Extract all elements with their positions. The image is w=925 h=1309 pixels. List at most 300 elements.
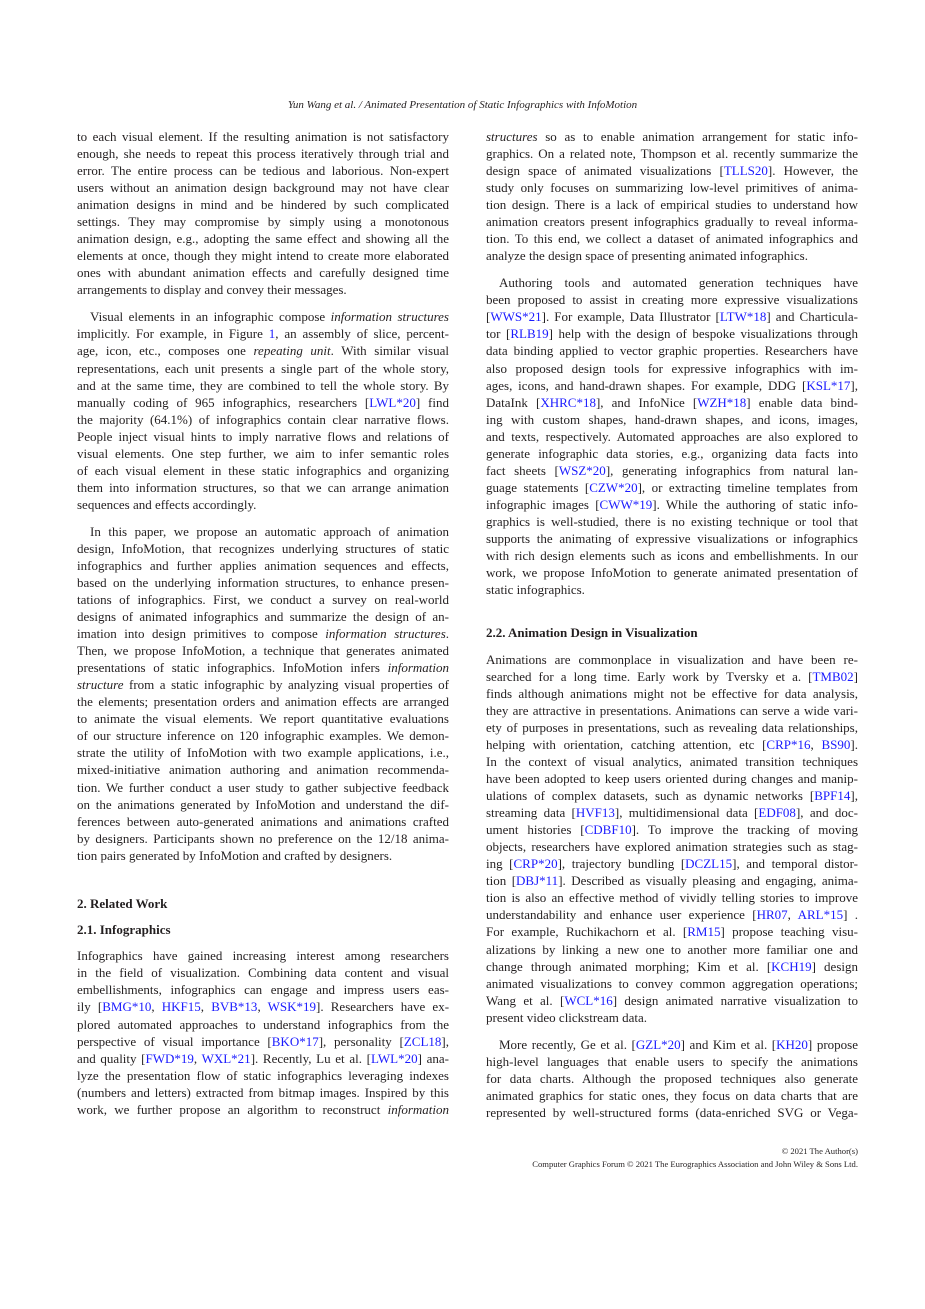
text-line bbox=[486, 1087, 858, 1104]
text-line bbox=[77, 496, 449, 513]
text-run: in the field of visualization. Combining data content and visual bbox=[77, 965, 449, 981]
text-line bbox=[77, 1067, 449, 1084]
italic-text: information bbox=[387, 1101, 449, 1117]
text-line bbox=[77, 523, 449, 540]
text-run: sequences and effects accordingly. bbox=[77, 496, 257, 512]
text-run: with rich design elements such as icons and embellishments. In our bbox=[486, 548, 858, 564]
citation-link[interactable]: KH20 bbox=[776, 1036, 808, 1052]
text-line bbox=[486, 128, 858, 145]
text-run: ]. Described as visually pleasing and engaging, anima- bbox=[558, 873, 858, 889]
text-line bbox=[486, 394, 858, 411]
text-run: Wang et al. [ bbox=[486, 992, 565, 1008]
text-run: they are attractive in presentations. Animations can serve a wide vari- bbox=[486, 702, 858, 718]
text-run: ily [ bbox=[77, 999, 103, 1015]
text-line bbox=[486, 547, 858, 564]
text-line bbox=[486, 377, 858, 394]
text-run: work, we propose InfoMotion to generate animated presentation of bbox=[486, 565, 858, 581]
citation-link[interactable]: WWS*21 bbox=[490, 309, 542, 325]
text-line bbox=[486, 530, 858, 547]
text-run: ] find bbox=[415, 394, 449, 410]
text-line bbox=[486, 196, 858, 213]
text-run: ] design animated narrative visualization to bbox=[612, 992, 858, 1008]
text-line bbox=[77, 591, 449, 608]
text-run: and at the same time, they are combined to tell the whole story. By bbox=[77, 377, 449, 393]
text-run: , bbox=[787, 907, 798, 923]
text-run: streaming data [ bbox=[486, 805, 576, 821]
text-run: ], personality [ bbox=[318, 1033, 404, 1049]
text-run: from a static infographic by analyzing visual properties of bbox=[123, 677, 449, 693]
text-run: , bbox=[810, 736, 822, 752]
text-line bbox=[77, 744, 449, 761]
text-run: animation creators present infographics gradually to reveal informa- bbox=[486, 214, 858, 230]
text-run: tations of infographics. First, we conduct a survey on real-world bbox=[77, 592, 449, 607]
text-run: strate the utility of InfoMotion with two example applications, i.e., bbox=[77, 745, 449, 761]
text-run: ], and doc- bbox=[795, 805, 859, 821]
text-line bbox=[486, 513, 858, 530]
text-run: ing [ bbox=[486, 856, 514, 872]
text-line bbox=[77, 830, 449, 847]
text-run: tor [ bbox=[486, 326, 511, 342]
text-line bbox=[77, 377, 449, 394]
text-run: ], or extracting timeline templates from bbox=[637, 479, 858, 495]
text-run: DataInk [ bbox=[486, 394, 541, 410]
text-run: representations, each unit presents a single part of the whole story, bbox=[77, 360, 449, 376]
text-run: for data charts. Although the proposed techniques also generate bbox=[486, 1070, 858, 1086]
text-run: age, icon, etc., composes one bbox=[77, 343, 254, 359]
text-run: ]. To improve the tracking of moving bbox=[631, 822, 858, 838]
journal-notice: Computer Graphics Forum © 2021 The Eurographics Association and John Wiley & Sons Ltd. bbox=[532, 1159, 858, 1169]
text-run: objects, researchers have explored animation strategies such as stag- bbox=[486, 839, 858, 855]
text-run: generate infographic data stories, e.g., organizing data facts into bbox=[486, 445, 858, 461]
text-line bbox=[77, 128, 449, 145]
citation-link[interactable]: WSZ*20 bbox=[558, 462, 606, 478]
text-line bbox=[486, 958, 858, 975]
citation-link[interactable]: LWL*20 bbox=[370, 1050, 418, 1066]
text-line bbox=[486, 179, 858, 196]
text-line bbox=[77, 847, 449, 864]
text-run: the elements; presentation orders and animation effects are arranged bbox=[77, 694, 449, 710]
text-run: change through animated morphing; Kim et al. [ bbox=[486, 958, 772, 974]
text-run: plored automated approaches to understand infographics from the bbox=[77, 1016, 449, 1032]
text-run: [ bbox=[486, 309, 491, 325]
text-run: ] help with the design of bespoke visualizations through bbox=[548, 326, 858, 342]
text-line bbox=[77, 947, 449, 964]
left-column bbox=[77, 128, 449, 1118]
text-run: ] ana- bbox=[417, 1050, 449, 1066]
text-run: . With similar visual bbox=[330, 343, 449, 359]
text-run: , bbox=[200, 999, 212, 1015]
citation-link[interactable]: BS90 bbox=[821, 736, 851, 752]
text-run: so as to enable animation arrangement for static info- bbox=[537, 129, 858, 144]
text-run: study only focuses on summarizing low-level primitives of anima- bbox=[486, 180, 858, 196]
text-run: on the animations generated by InfoMotion and understand the dif- bbox=[77, 796, 449, 812]
text-run: ument histories [ bbox=[486, 822, 585, 838]
text-line bbox=[486, 838, 858, 855]
text-line bbox=[77, 676, 449, 693]
text-line bbox=[77, 608, 449, 625]
paragraph bbox=[486, 128, 858, 264]
text-line bbox=[486, 581, 858, 598]
text-line bbox=[486, 1104, 858, 1121]
text-run: ]. Researchers have ex- bbox=[316, 999, 450, 1015]
text-line bbox=[77, 779, 449, 796]
citation-link[interactable]: CDBF10 bbox=[584, 822, 632, 838]
text-line bbox=[77, 479, 449, 496]
text-run: imation into design primitives to compose bbox=[77, 626, 326, 642]
text-run: ] and Kim et al. [ bbox=[680, 1036, 777, 1052]
text-line bbox=[486, 872, 858, 889]
text-run: data binding applied to vector graphic properties. Researchers have bbox=[486, 343, 858, 359]
text-run: work, we further propose an algorithm to reconstruct bbox=[77, 1101, 388, 1117]
text-line bbox=[77, 1033, 449, 1050]
text-line bbox=[486, 770, 858, 787]
text-run: ones with abundant animation effects and carefully designed time bbox=[77, 265, 449, 281]
text-run: . bbox=[445, 626, 450, 642]
text-line bbox=[486, 753, 858, 770]
citation-link[interactable]: BMG*10 bbox=[102, 999, 152, 1015]
text-line bbox=[486, 992, 858, 1009]
text-run: error. The entire process can be tedious and laborious. Non-expert bbox=[77, 163, 449, 179]
text-line bbox=[486, 411, 858, 428]
text-line bbox=[77, 247, 449, 264]
text-line bbox=[486, 889, 858, 906]
text-run: designs of animated infographics and summarize the design of an- bbox=[77, 609, 449, 625]
text-run: been proposed to assist in creating more expressive visualizations bbox=[486, 292, 858, 308]
text-run: Then, we propose InfoMotion, a technique that generates animated bbox=[77, 643, 449, 659]
text-run: static infographics. bbox=[486, 582, 585, 598]
text-line bbox=[486, 479, 858, 496]
citation-link[interactable]: BVB*13 bbox=[211, 999, 258, 1015]
text-run: arrangements to display and convey their messages. bbox=[77, 282, 347, 298]
text-line bbox=[486, 162, 858, 179]
text-run: ] propose bbox=[807, 1036, 858, 1052]
text-run: and texts, respectively. Automated approaches are also explored to bbox=[486, 428, 858, 444]
paragraph bbox=[486, 1036, 858, 1121]
text-run: of each visual element in these static infographics and organizing bbox=[77, 462, 449, 478]
italic-text: structures bbox=[486, 129, 538, 144]
text-run: , bbox=[257, 999, 268, 1015]
text-line bbox=[486, 855, 858, 872]
citation-link[interactable]: HVF13 bbox=[575, 805, 615, 821]
copyright-notice: © 2021 The Author(s) bbox=[781, 1146, 858, 1156]
text-run: enough, she needs to repeat this process iteratively through trial and bbox=[77, 146, 449, 162]
citation-link[interactable]: TLLS20 bbox=[723, 163, 768, 179]
citation-link[interactable]: CWW*19 bbox=[599, 496, 653, 512]
text-run: present video clickstream data. bbox=[486, 1009, 647, 1025]
text-run: ], bbox=[441, 1033, 449, 1049]
text-run: presentations of static infographics. InfoMotion infers bbox=[77, 660, 388, 676]
text-run: , bbox=[193, 1050, 202, 1066]
paragraph bbox=[77, 523, 449, 864]
citation-link[interactable]: ARL*15 bbox=[797, 907, 844, 923]
text-line bbox=[77, 796, 449, 813]
text-line bbox=[486, 787, 858, 804]
citation-link[interactable]: XHRC*18 bbox=[540, 394, 596, 410]
text-run: guage statements [ bbox=[486, 479, 590, 495]
text-run: represented by well-structured forms (data-enriched SVG or Vega- bbox=[486, 1104, 858, 1120]
text-run: ]. However, the bbox=[767, 163, 858, 179]
text-line bbox=[77, 428, 449, 445]
text-run: design space of animated visualizations [ bbox=[486, 163, 724, 179]
italic-text: information bbox=[387, 660, 449, 676]
text-run: ]. Recently, Lu et al. [ bbox=[250, 1050, 371, 1066]
text-line bbox=[77, 659, 449, 676]
text-run: graphics is well-studied, there is no existing technique or tool that bbox=[486, 513, 858, 529]
text-line bbox=[486, 325, 858, 342]
text-line bbox=[486, 1009, 858, 1026]
paragraph bbox=[486, 651, 858, 1026]
text-run: the majority (64.1%) of infographics contain clear narrative flows. bbox=[77, 411, 449, 427]
text-run: Animations are commonplace in visualization and have been re- bbox=[486, 651, 858, 667]
citation-link[interactable]: 1 bbox=[268, 326, 276, 342]
text-run: tion pairs generated by InfoMotion and crafted by designers. bbox=[77, 847, 393, 863]
text-line bbox=[77, 162, 449, 179]
paragraph bbox=[77, 308, 449, 513]
text-run: ] design bbox=[811, 958, 858, 974]
text-run: understandability and enhance user experience [ bbox=[486, 907, 757, 923]
text-run: ]. For example, Data Illustrator [ bbox=[541, 309, 720, 325]
text-run: helping with orientation, catching attention, etc [ bbox=[486, 736, 767, 752]
text-line bbox=[77, 179, 449, 196]
text-line bbox=[486, 496, 858, 513]
text-line bbox=[77, 342, 449, 359]
citation-link[interactable]: BKO*17 bbox=[271, 1033, 319, 1049]
text-line bbox=[486, 291, 858, 308]
text-run: animation designs in mind and be hindered by such complicated bbox=[77, 197, 449, 213]
text-run: users without an animation design background may not have clear bbox=[77, 180, 449, 196]
text-run: ]. bbox=[850, 736, 858, 752]
text-line bbox=[486, 1036, 858, 1053]
text-line bbox=[486, 1053, 858, 1070]
citation-link[interactable]: LWL*20 bbox=[369, 394, 416, 410]
citation-link[interactable]: TMB02 bbox=[812, 668, 854, 684]
text-line bbox=[486, 145, 858, 162]
citation-link[interactable]: KCH19 bbox=[771, 958, 812, 974]
text-run: ], bbox=[850, 788, 858, 804]
text-run: Visual elements in an infographic compose bbox=[90, 309, 331, 325]
italic-text: repeating unit bbox=[253, 343, 331, 359]
section-heading: 2. Related Work bbox=[77, 895, 168, 911]
text-run: ], trajectory bundling [ bbox=[557, 856, 686, 872]
text-run: tion [ bbox=[486, 873, 517, 889]
text-run: ulations of complex datasets, such as dynamic networks [ bbox=[486, 788, 815, 804]
text-run: and quality [ bbox=[77, 1050, 146, 1066]
citation-link[interactable]: GZL*20 bbox=[635, 1036, 681, 1052]
text-run: infographics and further applies animation sequences and effects, bbox=[77, 557, 449, 573]
citation-link[interactable]: DBJ*11 bbox=[516, 873, 559, 889]
text-line bbox=[77, 998, 449, 1015]
text-run: In this paper, we propose an automatic approach of animation bbox=[90, 523, 449, 539]
text-run: supports the animating of expressive visualizations or infographics bbox=[486, 530, 858, 546]
text-line bbox=[486, 445, 858, 462]
text-line bbox=[486, 247, 858, 264]
citation-link[interactable]: RLB19 bbox=[510, 326, 549, 342]
text-run: ], and temporal distor- bbox=[732, 856, 859, 872]
text-run: In the context of visual analytics, animated transition techniques bbox=[486, 753, 858, 769]
text-run: For example, Ruchikachorn et al. [ bbox=[486, 924, 688, 940]
text-run: tion. To this end, we collect a dataset of animated infographics and bbox=[486, 231, 858, 247]
text-run: mixed-initiative animation authoring and animation recommenda- bbox=[77, 762, 449, 778]
text-run: , bbox=[151, 999, 162, 1015]
text-run: design, InfoMotion, that recognizes underlying structures of static bbox=[77, 540, 449, 556]
text-run: high-level languages that enable users to specify the animations bbox=[486, 1053, 858, 1069]
text-line bbox=[77, 360, 449, 377]
citation-link[interactable]: FWD*19 bbox=[145, 1050, 194, 1066]
text-line bbox=[486, 308, 858, 325]
text-line bbox=[486, 941, 858, 958]
text-run: ], and InfoNice [ bbox=[595, 394, 698, 410]
text-run: to animate the visual elements. We report quantitative evaluations bbox=[77, 711, 449, 727]
text-run: perspective of visual importance [ bbox=[77, 1033, 272, 1049]
text-run: implicitly. For example, in Figure bbox=[77, 326, 269, 342]
text-line bbox=[486, 821, 858, 838]
text-run: ] . bbox=[843, 907, 858, 923]
text-run: ages, icons, and hand-drawn shapes. For example, DDG [ bbox=[486, 377, 807, 393]
text-line bbox=[486, 1070, 858, 1087]
text-run: settings. They may compromise by simply using a monotonous bbox=[77, 214, 449, 230]
text-line bbox=[486, 274, 858, 291]
text-line bbox=[77, 394, 449, 411]
text-line bbox=[486, 462, 858, 479]
citation-link[interactable]: WCL*16 bbox=[564, 992, 613, 1008]
text-run: infographic images [ bbox=[486, 496, 600, 512]
text-line bbox=[77, 411, 449, 428]
text-line bbox=[77, 308, 449, 325]
text-run: of our structure inference on 120 infographic examples. We demon- bbox=[77, 728, 449, 744]
text-line bbox=[77, 813, 449, 830]
text-line bbox=[486, 923, 858, 940]
text-line bbox=[486, 360, 858, 377]
text-run: , an assembly of slice, percent- bbox=[275, 326, 449, 342]
text-run: them into information structures, so that we can arrange animation bbox=[77, 479, 449, 495]
text-line bbox=[486, 651, 858, 668]
running-header: Yun Wang et al. / Animated Presentation of Static Infographics with InfoMotion bbox=[287, 99, 638, 111]
text-line bbox=[486, 736, 858, 753]
citation-link[interactable]: KSL*17 bbox=[806, 377, 851, 393]
citation-link[interactable]: WZH*18 bbox=[697, 394, 747, 410]
text-line bbox=[486, 342, 858, 359]
paragraph bbox=[77, 128, 449, 298]
text-line bbox=[77, 574, 449, 591]
text-run: based on the underlying information structures, to enhance presen- bbox=[77, 574, 449, 590]
page-footer bbox=[532, 1145, 858, 1171]
text-run: ], multidimensional data [ bbox=[614, 805, 759, 821]
text-run: lyze the presentation flow of static infographics leveraging indexes bbox=[77, 1067, 449, 1083]
text-run: ], generating infographics from natural lan- bbox=[605, 462, 858, 478]
text-line bbox=[77, 761, 449, 778]
text-run: animated graphics for static ones, they focus on data charts that are bbox=[486, 1087, 858, 1103]
text-run: finds although animations might not be effective for data analysis, bbox=[486, 685, 858, 701]
text-line bbox=[77, 964, 449, 981]
text-line bbox=[486, 564, 858, 581]
text-run: alizations by linking a new one to another more familiar one and bbox=[486, 941, 858, 957]
text-line bbox=[486, 213, 858, 230]
text-line bbox=[77, 1084, 449, 1101]
text-run: have been adopted to keep users oriented during changes and manip- bbox=[486, 771, 858, 787]
citation-link[interactable]: EDF08 bbox=[758, 805, 796, 821]
text-line bbox=[77, 710, 449, 727]
italic-text: information structures bbox=[330, 309, 449, 325]
paragraph bbox=[486, 274, 858, 598]
text-line bbox=[77, 445, 449, 462]
text-line bbox=[77, 540, 449, 557]
subsection-heading: 2.1. Infographics bbox=[77, 921, 171, 937]
citation-link[interactable]: WSK*19 bbox=[267, 999, 317, 1015]
text-run: ]. While the authoring of static info- bbox=[652, 496, 858, 512]
text-run: to each visual element. If the resulting animation is not satisfactory bbox=[77, 129, 449, 144]
text-run: ferences between auto-generated animations and animations crafted bbox=[77, 813, 449, 829]
text-line bbox=[77, 230, 449, 247]
text-line bbox=[486, 702, 858, 719]
text-line bbox=[486, 685, 858, 702]
citation-link[interactable]: RM15 bbox=[687, 924, 721, 940]
text-run: also proposed design tools for expressive infographics with im- bbox=[486, 360, 858, 376]
text-line bbox=[486, 804, 858, 821]
text-line bbox=[486, 975, 858, 992]
text-run: animation design, e.g., adopting the same effect and showing all the bbox=[77, 231, 449, 247]
text-run: embellishments, infographics can engage and impress users eas- bbox=[77, 982, 449, 998]
text-run: analyze the design space of presenting animated infographics. bbox=[486, 248, 808, 264]
text-run: ], bbox=[850, 377, 858, 393]
text-line bbox=[77, 145, 449, 162]
text-run: by designers. Participants shown no preference on the 12/18 anima- bbox=[77, 830, 449, 846]
citation-link[interactable]: CRP*16 bbox=[766, 736, 811, 752]
citation-link[interactable]: WXL*21 bbox=[201, 1050, 251, 1066]
text-run: animated visualizations to convey common aggregation operations; bbox=[486, 975, 858, 991]
text-line bbox=[77, 264, 449, 281]
text-line bbox=[77, 462, 449, 479]
text-line bbox=[77, 1016, 449, 1033]
text-run: manually coding of 965 infographics, researchers [ bbox=[77, 394, 370, 410]
text-line bbox=[77, 196, 449, 213]
text-run: (numbers and letters) extracted from bitmap images. Inspired by this bbox=[77, 1084, 449, 1100]
paragraph bbox=[77, 947, 449, 1117]
text-run: Authoring tools and automated generation techniques have bbox=[499, 275, 858, 291]
text-run: fact sheets [ bbox=[486, 462, 559, 478]
text-run: ] and Charticula- bbox=[766, 309, 858, 325]
text-line bbox=[486, 906, 858, 923]
text-line bbox=[77, 213, 449, 230]
text-line bbox=[77, 325, 449, 342]
citation-link[interactable]: CRP*20 bbox=[513, 856, 558, 872]
citation-link[interactable]: HKF15 bbox=[161, 999, 201, 1015]
text-run: ] propose teaching visu- bbox=[720, 924, 858, 940]
text-line bbox=[486, 668, 858, 685]
text-run: ing with custom shapes, hand-drawn shapes, and icons, images, bbox=[486, 411, 858, 427]
text-line bbox=[77, 693, 449, 710]
text-run: tion is also an effective method of vividly telling stories to improve bbox=[486, 890, 858, 906]
text-line bbox=[77, 1050, 449, 1067]
text-run: Infographics have gained increasing interest among researchers bbox=[77, 948, 449, 964]
text-line bbox=[77, 1101, 449, 1118]
citation-link[interactable]: LTW*18 bbox=[719, 309, 767, 325]
text-run: ] bbox=[853, 668, 858, 684]
citation-link[interactable]: DCZL15 bbox=[685, 856, 733, 872]
citation-link[interactable]: ZCL18 bbox=[403, 1033, 442, 1049]
citation-link[interactable]: BPF14 bbox=[814, 788, 851, 804]
text-run: graphics. On a related note, Thompson et al. recently summarize the bbox=[486, 146, 858, 162]
italic-text: information structures bbox=[325, 626, 446, 642]
text-line bbox=[486, 230, 858, 247]
text-line bbox=[77, 642, 449, 659]
text-line bbox=[77, 981, 449, 998]
citation-link[interactable]: HR07 bbox=[756, 907, 788, 923]
text-line bbox=[486, 719, 858, 736]
subsection-heading: 2.2. Animation Design in Visualization bbox=[486, 625, 698, 641]
text-run: searched for a long time. Early work by Tversky et a. [ bbox=[486, 668, 813, 684]
citation-link[interactable]: CZW*20 bbox=[589, 479, 638, 495]
text-run: ety of purposes in presentations, such as revealing data relationships, bbox=[486, 719, 858, 735]
